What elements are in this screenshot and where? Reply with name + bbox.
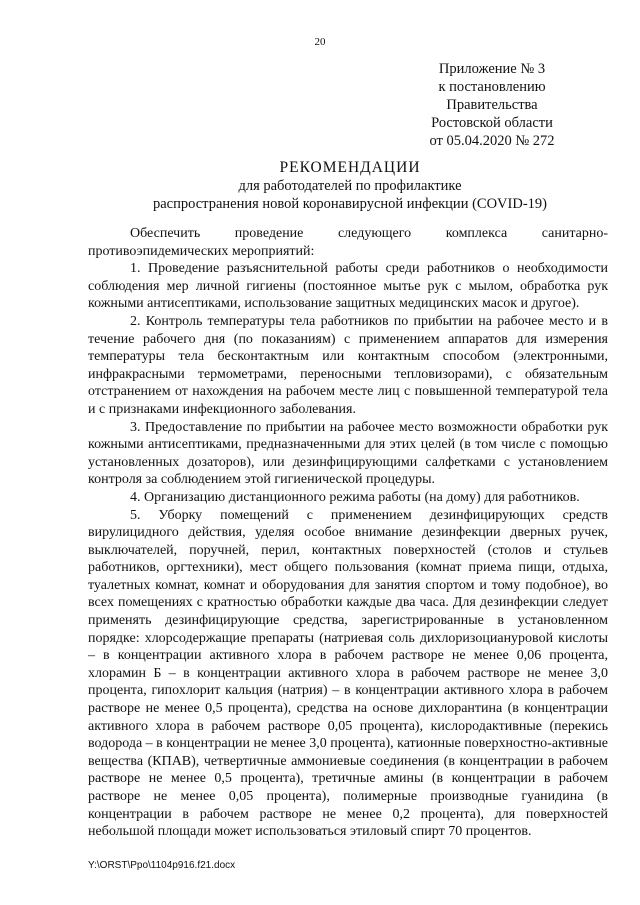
paragraph: 2. Контроль температуры тела работников по прибытии на рабочее место и в течение рабочего дня (по показаниям) с применением аппаратов для измерения температуры тела бесконтактным или контактным способом (электронными, инфракрасными термометрами, переносными тепловизорами), с обязательным отстранением от нахождения на рабочем месте лиц с повышенной температурой тела и с признаками инфекционного заболевания.	[88, 313, 608, 417]
appendix-line: от 05.04.2020 № 272	[429, 133, 555, 149]
paragraph: 4. Организацию дистанционного режима работы (на дому) для работников.	[130, 489, 580, 505]
paragraph: 5. Уборку помещений с применением дезинфицирующих средств вирулицидного действия, уделяя особое внимание дезинфекции дверных ручек, выключателей, поручней, перил, контактных поверхностей (столов и стульев работников, оргтехники), мест общего пользования (комнат приема пищи, отдыха, туалетных комнат, комнат и оборудования для занятия спортом и тому подобное), во всех помещениях с кратностью обработки каждые два часа. Для дезинфекции следует применять дезинфицирующие средства, зарегистрированные в установленном порядке: хлорсодержащие препараты (натриевая соль дихлоризоциануровой кислоты – в концентрации активного хлора в рабочем растворе не менее 0,06 процента, хлорамин Б – в концентрации активного хлора в рабочем растворе не менее 3,0 процента, гипохлорит кальция (натрия) – в концентрации активного хлора в рабочем растворе не менее 0,5 процента), средства на основе дихлорантина (в концентрации активного хлора в рабочем растворе 0,05 процента), кислородактивные (перекись водорода – в концентрации не менее 3,0 процента), катионные поверхностно-активные вещества (КПАВ), четвертичные аммониевые соединения (в концентрации в рабочем растворе не менее 0,5 процента), третичные амины (в концентрации в рабочем растворе не менее 0,05 процента), полимерные производные гуанидина (в концентрации в рабочем растворе не менее 0,2 процента), для поверхностей небольшой площади может использоваться этиловый спирт 70 процентов.	[88, 507, 608, 840]
document-title: РЕКОМЕНДАЦИИ	[279, 159, 421, 176]
title-block	[80, 158, 620, 213]
document-subtitle: для работодателей по профилактике	[238, 178, 462, 194]
page-number: 20	[314, 36, 326, 48]
appendix-block	[402, 60, 582, 150]
file-path-footer: Y:\ORST\Ppo\1104p916.f21.docx	[88, 860, 236, 871]
appendix-line: к постановлению	[438, 79, 546, 95]
appendix-line: Приложение № 3	[438, 61, 546, 77]
appendix-line: Ростовской области	[431, 115, 553, 131]
paragraph: Обеспечить проведение следующего комплекса санитарно-противоэпидемических мероприятий:	[88, 226, 608, 259]
document-subtitle: распространения новой коронавирусной инфекции (COVID-19)	[153, 196, 547, 212]
document-body	[88, 225, 608, 841]
paragraph: 1. Проведение разъяснительной работы среди работников о необходимости соблюдения мер личной гигиены (постоянное мытье рук с мылом, обработка рук кожными антисептиками, использование защитных медицинских масок и другое).	[88, 261, 608, 312]
appendix-line: Правительства	[446, 97, 538, 113]
paragraph: 3. Предоставление по прибытии на рабочее место возможности обработки рук кожными антисептиками, предназначенными для этих целей (в том числе с помощью установленных дозаторов), или дезинфицирующими салфетками с установлением контроля за соблюдением этой гигиенической процедуры.	[88, 419, 608, 488]
